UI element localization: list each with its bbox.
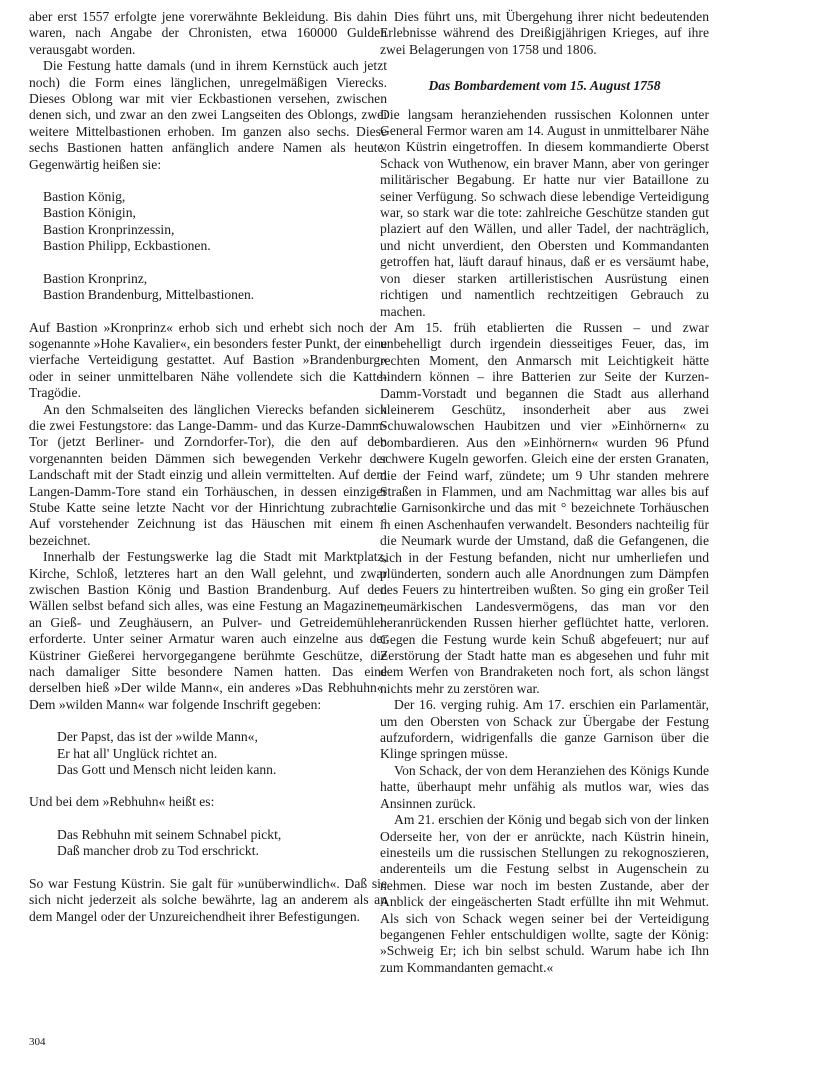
left-column xyxy=(29,9,387,925)
paragraph: Am 21. erschien der König und begab sich von der linken Oderseite her, von der er anrückte, nach Küstrin hinein, einesteils um die russischen Stellungen zu rekognoszieren, anderenteils um die Festung selbst in Augenschein zu nehmen. Diese war noch im besten Zustande, aber der Anblick der eingeäscherten Stadt erfüllte ihn mit Wehmut. Als sich von Schack wegen seiner bei der Verteidigung begangenen Fehler entschuldigen wollte, sagte der König: »Schweig Er; ich bin selbst schuld. Warum habe ich Ihn zum Kommandanten gemacht.« xyxy=(380,812,709,975)
right-column xyxy=(380,9,709,976)
bastion-list-item: Bastion Königin, xyxy=(43,205,136,221)
paragraph: Der 16. verging ruhig. Am 17. erschien ein Parlamentär, um den Obersten von Schack zur Übergabe der Festung aufzufordern, widrigenfalls die ganze Garnison über die Klinge springen müsse. xyxy=(380,697,709,762)
bastion-list-item: Bastion König, xyxy=(43,189,126,205)
paragraph: Die langsam heranziehenden russischen Kolonnen unter General Fermor waren am 14. August in unmittelbarer Nähe von Küstrin eingetroffen. In diesem kommandierte Oberst Schack von Wuthenow, ein braver Mann, aber von geringer militärischer Begabung. Er hatte nur vier Bataillone zu seiner Verfügung. So schwach diese lebendige Verteidigung war, so stark war die tote: zahlreiche Geschütze standen gut plaziert auf den Wällen, und aller Tadel, der nachträglich, und nicht unverdient, den Obersten und Kommandanten getroffen hat, läuft darauf hinaus, daß er es versäumt habe, von dieser starken artilleristischen Ausrüstung einen richtigen und namentlich rechtzeitigen Gebrauch zu machen. xyxy=(380,106,709,319)
paragraph: Dies führt uns, mit Übergehung ihrer nicht bedeutenden Erlebnisse während des Dreißigjährigen Krieges, auf ihre zwei Belagerungen von 1758 und 1806. xyxy=(380,9,709,57)
inscription-verse xyxy=(57,729,387,778)
paragraph: Von Schack, der von dem Heranziehen des Königs Kunde hatte, überhaupt mehr unfähig als mutlos war, wies das Ansinnen zurück. xyxy=(380,762,709,811)
paragraph: Und bei dem »Rebhuhn« heißt es: xyxy=(29,794,215,810)
bastion-list xyxy=(43,189,387,303)
bastion-list-item: Bastion Brandenburg, Mittelbastionen. xyxy=(43,287,255,303)
bastion-list-item: Bastion Kronprinzessin, xyxy=(43,221,175,237)
bastion-list-item: Bastion Kronprinz, xyxy=(43,270,148,286)
paragraph: Am 15. früh etablierten die Russen – und zwar unbehelligt durch irgendein diesseitiges Feuer, das, im rechten Moment, den Anmarsch mit Leichtigkeit hätte hindern können – ihre Batterien zur Seite der Kurzen-Damm-Vorstadt und begannen die Stadt aus allerhand kleinerem Geschütz, insonderheit aber aus zwei Schuwalowschen Haubitzen und vier »Einhörnern« zu bombardieren. Aus den »Einhörnern« wurden 96 Pfund schwere Kugeln geworfen. Gleich eine der ersten Granaten, die der Feind warf, zündete; um 9 Uhr standen mehrere Straßen in Flammen, und am Nachmittag war alles bis auf die Garnisonkirche und das mit ° bezeichnete Torhäuschen in einen Aschenhaufen verwandelt. Besonders nachteilig für die Neumark wurde der Umstand, daß die Gefangenen, die sich in der Festung befanden, nicht nur umherliefen und plünderten, sondern auch alle Anordnungen zum Dämpfen des Feuers zu hintertreiben wußten. So ging ein großer Teil neumärkischen Landesvermögens, das man vor den heranrückenden Russen hierher geflüchtet hatte, verloren. Gegen die Festung wurde kein Schuß abgefeuert; nur auf Zerstörung der Stadt hatte man es abgesehen und fuhr mit dem Werfen von Brandraketen noch fort, als schon längst nichts mehr zu zerstören war. xyxy=(380,319,709,696)
paragraph: So war Festung Küstrin. Sie galt für »unüberwindlich«. Daß sie sich nicht jederzeit als solche bewährte, lag an anderem als an dem Mangel oder der Unzureichendheit ihrer Befestigungen. xyxy=(29,875,387,924)
paragraph: Innerhalb der Festungswerke lag die Stadt mit Marktplatz, Kirche, Schloß, letzteres hart an den Wall gelehnt, und zwar zwischen Bastion König und Bastion Brandenburg. Auf den Wällen selbst befand sich alles, was eine Festung an Magazinen, an Gieß- und Zeughäusern, an Pulver- und Getreidemühlen erforderte. Unter seiner Armatur waren auch einzelne aus der Küstriner Gießerei hervorgegangene berühmte Geschütze, die nach damaliger Sitte besondere Namen hatten. Das eine derselben hieß »Der wilde Mann«, ein anderes »Das Rebhuhn«. Dem »wilden Mann« war folgende Inschrift gegeben: xyxy=(29,549,387,712)
page-number: 304 xyxy=(29,1036,46,1048)
paragraph: aber erst 1557 erfolgte jene vorerwähnte Bekleidung. Bis dahin waren, nach Angabe der Chronisten, etwa 160000 Gulden verausgabt worden. xyxy=(29,9,387,57)
verse-line: Er hat all' Unglück richtet an. xyxy=(57,745,218,761)
verse-line: Der Papst, das ist der »wilde Mann«, xyxy=(57,729,258,745)
verse-line: Das Rebhuhn mit seinem Schnabel pickt, xyxy=(57,826,282,842)
paragraph: An den Schmalseiten des länglichen Vierecks befanden sich die zwei Festungstore: das Lange-Damm- und das Kurze-Damm-Tor (jetzt Berliner- und Zorndorfer-Tor), die den auf den vorgenannten beiden Dämmen sich bewegenden Verkehr der Landschaft mit der Stadt einzig und allein vermittelten. Auf dem Langen-Damm-Tore stand ein Torhäuschen, in dessen einziger Stube Katte seine letzte Nacht vor der Hinrichtung zubrachte. Auf vorstehender Zeichnung ist das Häuschen mit einem ° bezeichnet. xyxy=(29,401,387,548)
verse-line: Daß mancher drob zu Tod erschrickt. xyxy=(57,843,259,859)
verse-line: Das Gott und Mensch nicht leiden kann. xyxy=(57,762,277,778)
paragraph: Auf Bastion »Kronprinz« erhob sich und erhebt sich noch der sogenannte »Hohe Kavalier«, ein besonders fester Punkt, der eine vierfache Verteidigung gestattet. Auf Bastion »Brandenburg« oder in seiner unmittelbaren Nähe vollendete sich die Katte-Tragödie. xyxy=(29,319,387,401)
inscription-verse xyxy=(57,827,387,860)
paragraph: Die Festung hatte damals (und in ihrem Kernstück auch jetzt noch) die Form eines länglichen, unregelmäßigen Vierecks. Dieses Oblong war mit vier Eckbastionen versehen, zwischen denen sich, und zwar an den zwei Langseiten des Oblongs, zwei weitere Mittelbastionen erhoben. Im ganzen also sechs. Diese sechs Bastionen hatten anfänglich andere Namen als heute. Gegenwärtig heißen sie: xyxy=(29,58,387,172)
bastion-list-item: Bastion Philipp, Eckbastionen. xyxy=(43,238,211,254)
section-heading: Das Bombardement vom 15. August 1758 xyxy=(428,78,661,94)
